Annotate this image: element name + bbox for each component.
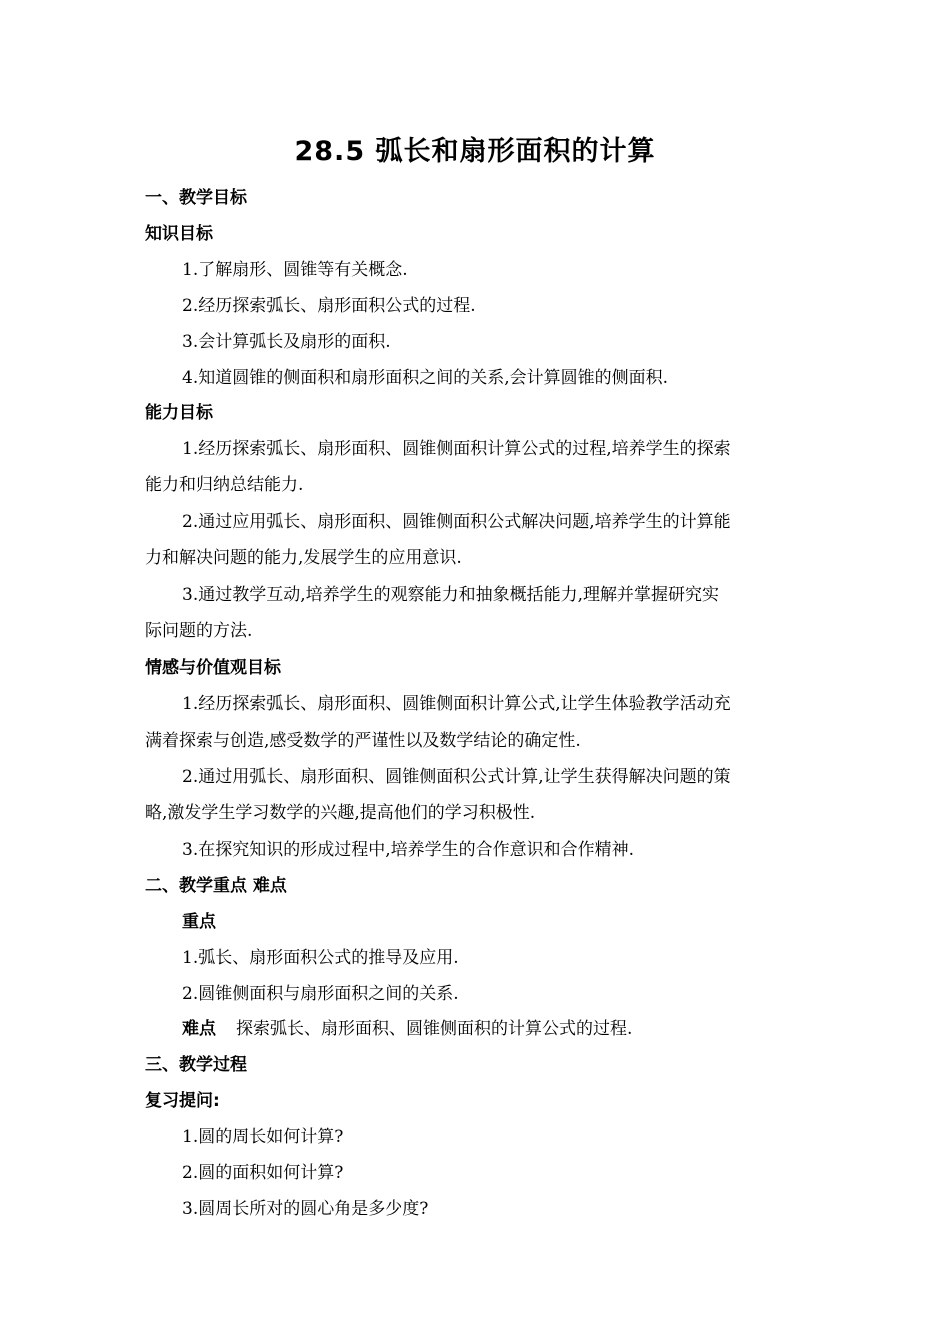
ability-goal-line: 际问题的方法.: [145, 621, 253, 641]
emotion-goal-line: 略,激发学生学习数学的兴趣,提高他们的学习积极性.: [145, 803, 536, 823]
knowledge-goal-item: 2.经历探索弧长、扇形面积公式的过程.: [182, 296, 476, 316]
knowledge-goal-item: 1.了解扇形、圆锥等有关概念.: [182, 260, 408, 280]
knowledge-goal-item: 3.会计算弧长及扇形的面积.: [182, 332, 391, 352]
subheading-knowledge-goals: 知识目标: [145, 224, 213, 244]
review-question-item: 1.圆的周长如何计算?: [182, 1127, 344, 1147]
difficulty-text: 探索弧长、扇形面积、圆锥侧面积的计算公式的过程.: [236, 1019, 633, 1039]
difficulty-label: 难点: [182, 1019, 216, 1039]
ability-goal-line: 能力和归纳总结能力.: [145, 475, 304, 495]
ability-goal-line: 3.通过教学互动,培养学生的观察能力和抽象概括能力,理解并掌握研究实: [182, 585, 720, 605]
key-point-item: 1.弧长、扇形面积公式的推导及应用.: [182, 948, 459, 968]
review-question-item: 3.圆周长所对的圆心角是多少度?: [182, 1199, 429, 1219]
subheading-emotion-goals: 情感与价值观目标: [145, 658, 281, 678]
section-heading-key-difficult-points: 二、教学重点 难点: [145, 876, 287, 896]
emotion-goal-line: 1.经历探索弧长、扇形面积、圆锥侧面积计算公式,让学生体验教学活动充: [182, 694, 731, 714]
ability-goal-line: 力和解决问题的能力,发展学生的应用意识.: [145, 548, 462, 568]
knowledge-goal-item: 4.知道圆锥的侧面积和扇形面积之间的关系,会计算圆锥的侧面积.: [182, 368, 669, 388]
document-title: 28.5 弧长和扇形面积的计算: [294, 136, 656, 167]
ability-goal-line: 1.经历探索弧长、扇形面积、圆锥侧面积计算公式的过程,培养学生的探索: [182, 439, 731, 459]
section-heading-objectives: 一、教学目标: [145, 188, 247, 208]
subheading-review-questions: 复习提问:: [145, 1091, 220, 1111]
section-heading-teaching-process: 三、教学过程: [145, 1055, 247, 1075]
ability-goal-line: 2.通过应用弧长、扇形面积、圆锥侧面积公式解决问题,培养学生的计算能: [182, 512, 731, 532]
emotion-goal-line: 2.通过用弧长、扇形面积、圆锥侧面积公式计算,让学生获得解决问题的策: [182, 767, 731, 787]
review-question-item: 2.圆的面积如何计算?: [182, 1163, 344, 1183]
key-point-item: 2.圆锥侧面积与扇形面积之间的关系.: [182, 984, 459, 1004]
subheading-ability-goals: 能力目标: [145, 403, 213, 423]
emotion-goal-line: 满着探索与创造,感受数学的严谨性以及数学结论的确定性.: [145, 731, 581, 751]
difficulty-line: [182, 1017, 815, 1041]
subheading-key-points: 重点: [182, 912, 216, 932]
emotion-goal-line: 3.在探究知识的形成过程中,培养学生的合作意识和合作精神.: [182, 840, 635, 860]
